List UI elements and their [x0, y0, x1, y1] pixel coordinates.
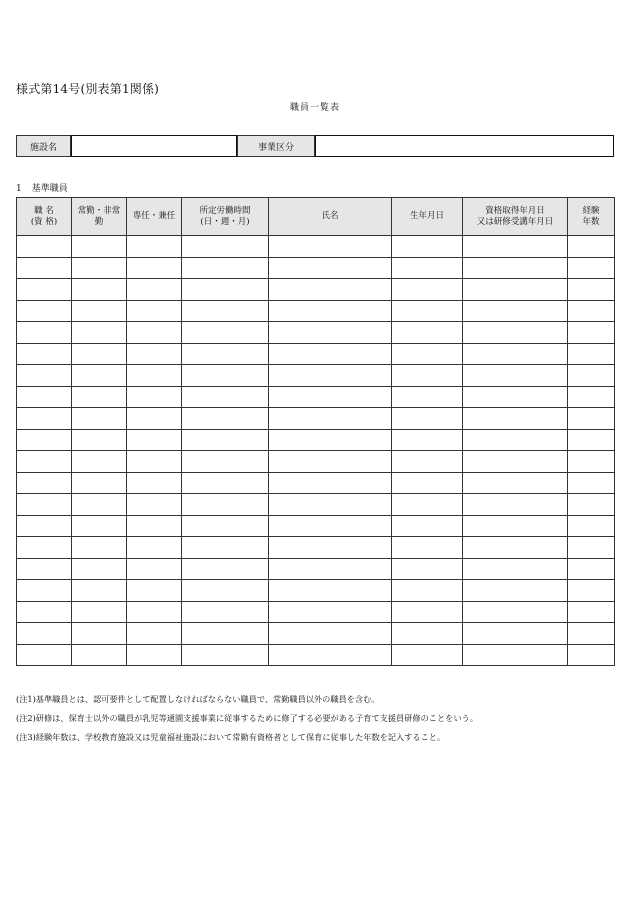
table-row: [17, 236, 615, 258]
employment-type-cell[interactable]: [72, 451, 127, 473]
name-cell[interactable]: [269, 515, 392, 537]
assignment-type-cell[interactable]: [127, 515, 182, 537]
note-2: (注2)研修は、保育士以外の職員が乳児等通園支援事業に従事するために修了する必要がある子育て支援員研修のことをいう。: [16, 713, 478, 723]
years-experience-cell[interactable]: [568, 537, 615, 559]
employment-type-cell[interactable]: [72, 580, 127, 602]
working-hours-cell[interactable]: [182, 494, 269, 516]
name-cell[interactable]: [269, 580, 392, 602]
employment-type-cell[interactable]: [72, 558, 127, 580]
name-cell[interactable]: [269, 537, 392, 559]
years-experience-cell[interactable]: [568, 515, 615, 537]
birth-date-cell[interactable]: [392, 494, 463, 516]
years-experience-cell[interactable]: [568, 580, 615, 602]
years-experience-cell[interactable]: [568, 472, 615, 494]
name-cell[interactable]: [269, 322, 392, 344]
table-row: [17, 537, 615, 559]
document-title: 職員一覧表: [289, 103, 340, 113]
qualification-date-cell[interactable]: [463, 580, 568, 602]
working-hours-cell[interactable]: [182, 365, 269, 387]
qualification-date-cell[interactable]: [463, 558, 568, 580]
business-category-field[interactable]: [315, 135, 614, 157]
working-hours-cell[interactable]: [182, 343, 269, 365]
years-experience-cell[interactable]: [568, 365, 615, 387]
assignment-type-cell[interactable]: [127, 279, 182, 301]
job-title-cell[interactable]: [17, 644, 72, 666]
table-row: [17, 408, 615, 430]
table-row: [17, 429, 615, 451]
working-hours-cell[interactable]: [182, 279, 269, 301]
qualification-date-cell[interactable]: [463, 322, 568, 344]
job-title-cell[interactable]: [17, 257, 72, 279]
employment-type-cell[interactable]: [72, 623, 127, 645]
note-3: (注3)経験年数は、学校教育施設又は児童福祉施設において常勤有資格者として保育に従事した年数を記入すること。: [16, 732, 446, 742]
birth-date-cell[interactable]: [392, 623, 463, 645]
job-title-cell[interactable]: [17, 537, 72, 559]
qualification-date-cell[interactable]: [463, 515, 568, 537]
assignment-type-cell[interactable]: [127, 365, 182, 387]
years-experience-cell[interactable]: [568, 494, 615, 516]
employment-type-cell[interactable]: [72, 644, 127, 666]
employment-type-cell[interactable]: [72, 494, 127, 516]
assignment-type-cell[interactable]: [127, 451, 182, 473]
working-hours-cell[interactable]: [182, 515, 269, 537]
table-row: [17, 365, 615, 387]
working-hours-cell[interactable]: [182, 322, 269, 344]
birth-date-cell[interactable]: [392, 558, 463, 580]
employment-type-cell[interactable]: [72, 300, 127, 322]
assignment-type-cell[interactable]: [127, 623, 182, 645]
column-header-name: 氏名: [269, 198, 392, 236]
name-cell[interactable]: [269, 236, 392, 258]
assignment-type-cell[interactable]: [127, 472, 182, 494]
working-hours-cell[interactable]: [182, 558, 269, 580]
years-experience-cell[interactable]: [568, 236, 615, 258]
name-cell[interactable]: [269, 451, 392, 473]
column-header-years-experience: 経験 年数: [568, 198, 615, 236]
working-hours-cell[interactable]: [182, 236, 269, 258]
table-row: [17, 472, 615, 494]
years-experience-cell[interactable]: [568, 623, 615, 645]
table-row: [17, 601, 615, 623]
column-header-employment-type: 常勤・非常 勤: [72, 198, 127, 236]
years-experience-cell[interactable]: [568, 644, 615, 666]
working-hours-cell[interactable]: [182, 537, 269, 559]
birth-date-cell[interactable]: [392, 644, 463, 666]
years-experience-cell[interactable]: [568, 300, 615, 322]
birth-date-cell[interactable]: [392, 322, 463, 344]
facility-name-field[interactable]: [71, 135, 237, 157]
job-title-cell[interactable]: [17, 601, 72, 623]
qualification-date-cell[interactable]: [463, 644, 568, 666]
assignment-type-cell[interactable]: [127, 386, 182, 408]
birth-date-cell[interactable]: [392, 472, 463, 494]
employment-type-cell[interactable]: [72, 515, 127, 537]
table-row: [17, 494, 615, 516]
qualification-date-cell[interactable]: [463, 494, 568, 516]
table-row: [17, 386, 615, 408]
years-experience-cell[interactable]: [568, 429, 615, 451]
table-row: [17, 322, 615, 344]
job-title-cell[interactable]: [17, 494, 72, 516]
birth-date-cell[interactable]: [392, 236, 463, 258]
assignment-type-cell[interactable]: [127, 257, 182, 279]
birth-date-cell[interactable]: [392, 429, 463, 451]
birth-date-cell[interactable]: [392, 386, 463, 408]
qualification-date-cell[interactable]: [463, 451, 568, 473]
form-number: 様式第14号(別表第1関係): [16, 82, 160, 96]
employment-type-cell[interactable]: [72, 537, 127, 559]
working-hours-cell[interactable]: [182, 472, 269, 494]
birth-date-cell[interactable]: [392, 300, 463, 322]
job-title-cell[interactable]: [17, 386, 72, 408]
working-hours-cell[interactable]: [182, 386, 269, 408]
years-experience-cell[interactable]: [568, 601, 615, 623]
qualification-date-cell[interactable]: [463, 236, 568, 258]
assignment-type-cell[interactable]: [127, 558, 182, 580]
name-cell[interactable]: [269, 623, 392, 645]
assignment-type-cell[interactable]: [127, 580, 182, 602]
birth-date-cell[interactable]: [392, 365, 463, 387]
table-row: [17, 644, 615, 666]
qualification-date-cell[interactable]: [463, 257, 568, 279]
column-header-job-title: 職 名 (資 格): [17, 198, 72, 236]
qualification-date-cell[interactable]: [463, 429, 568, 451]
qualification-date-cell[interactable]: [463, 279, 568, 301]
name-cell[interactable]: [269, 386, 392, 408]
table-row: [17, 623, 615, 645]
name-cell[interactable]: [269, 257, 392, 279]
assignment-type-cell[interactable]: [127, 537, 182, 559]
job-title-cell[interactable]: [17, 451, 72, 473]
qualification-date-cell[interactable]: [463, 623, 568, 645]
job-title-cell[interactable]: [17, 623, 72, 645]
birth-date-cell[interactable]: [392, 279, 463, 301]
job-title-cell[interactable]: [17, 429, 72, 451]
column-header-birth-date: 生年月日: [392, 198, 463, 236]
assignment-type-cell[interactable]: [127, 300, 182, 322]
years-experience-cell[interactable]: [568, 386, 615, 408]
table-header-row: [17, 198, 615, 236]
job-title-cell[interactable]: [17, 515, 72, 537]
job-title-cell[interactable]: [17, 408, 72, 430]
column-header-qualification-date: 資格取得年月日 又は研修受講年月日: [463, 198, 568, 236]
employment-type-cell[interactable]: [72, 236, 127, 258]
assignment-type-cell[interactable]: [127, 236, 182, 258]
years-experience-cell[interactable]: [568, 279, 615, 301]
assignment-type-cell[interactable]: [127, 343, 182, 365]
table-body: [17, 236, 615, 666]
working-hours-cell[interactable]: [182, 623, 269, 645]
assignment-type-cell[interactable]: [127, 494, 182, 516]
job-title-cell[interactable]: [17, 300, 72, 322]
job-title-cell[interactable]: [17, 279, 72, 301]
employment-type-cell[interactable]: [72, 601, 127, 623]
working-hours-cell[interactable]: [182, 580, 269, 602]
notes: [16, 690, 626, 747]
business-category-label: 事業区分: [237, 135, 315, 157]
table-row: [17, 257, 615, 279]
job-title-cell[interactable]: [17, 236, 72, 258]
working-hours-cell[interactable]: [182, 408, 269, 430]
working-hours-cell[interactable]: [182, 300, 269, 322]
years-experience-cell[interactable]: [568, 322, 615, 344]
employment-type-cell[interactable]: [72, 408, 127, 430]
years-experience-cell[interactable]: [568, 257, 615, 279]
qualification-date-cell[interactable]: [463, 386, 568, 408]
column-header-assignment-type: 専任・兼任: [127, 198, 182, 236]
table-row: [17, 580, 615, 602]
table-row: [17, 343, 615, 365]
job-title-cell[interactable]: [17, 365, 72, 387]
section-number: 1: [16, 184, 22, 194]
section-heading: [16, 181, 68, 194]
qualification-date-cell[interactable]: [463, 365, 568, 387]
assignment-type-cell[interactable]: [127, 644, 182, 666]
job-title-cell[interactable]: [17, 472, 72, 494]
working-hours-cell[interactable]: [182, 257, 269, 279]
name-cell[interactable]: [269, 279, 392, 301]
facility-header-row: [16, 135, 614, 157]
name-cell[interactable]: [269, 644, 392, 666]
years-experience-cell[interactable]: [568, 451, 615, 473]
years-experience-cell[interactable]: [568, 343, 615, 365]
employment-type-cell[interactable]: [72, 279, 127, 301]
column-header-working-hours: 所定労働時間 (日・週・月): [182, 198, 269, 236]
employment-type-cell[interactable]: [72, 257, 127, 279]
table-row: [17, 451, 615, 473]
birth-date-cell[interactable]: [392, 601, 463, 623]
qualification-date-cell[interactable]: [463, 300, 568, 322]
working-hours-cell[interactable]: [182, 451, 269, 473]
qualification-date-cell[interactable]: [463, 408, 568, 430]
employment-type-cell[interactable]: [72, 429, 127, 451]
years-experience-cell[interactable]: [568, 558, 615, 580]
birth-date-cell[interactable]: [392, 515, 463, 537]
employment-type-cell[interactable]: [72, 472, 127, 494]
note-1: (注1)基準職員とは、認可要件として配置しなければならない職員で、常勤職員以外の職員を含む。: [16, 694, 380, 704]
name-cell[interactable]: [269, 365, 392, 387]
facility-name-label: 施設名: [16, 135, 71, 157]
table-row: [17, 300, 615, 322]
job-title-cell[interactable]: [17, 580, 72, 602]
assignment-type-cell[interactable]: [127, 429, 182, 451]
employment-type-cell[interactable]: [72, 322, 127, 344]
name-cell[interactable]: [269, 494, 392, 516]
table-row: [17, 515, 615, 537]
qualification-date-cell[interactable]: [463, 472, 568, 494]
name-cell[interactable]: [269, 408, 392, 430]
qualification-date-cell[interactable]: [463, 537, 568, 559]
working-hours-cell[interactable]: [182, 601, 269, 623]
assignment-type-cell[interactable]: [127, 408, 182, 430]
employment-type-cell[interactable]: [72, 343, 127, 365]
name-cell[interactable]: [269, 300, 392, 322]
job-title-cell[interactable]: [17, 322, 72, 344]
employment-type-cell[interactable]: [72, 365, 127, 387]
birth-date-cell[interactable]: [392, 343, 463, 365]
working-hours-cell[interactable]: [182, 644, 269, 666]
assignment-type-cell[interactable]: [127, 322, 182, 344]
assignment-type-cell[interactable]: [127, 601, 182, 623]
name-cell[interactable]: [269, 343, 392, 365]
name-cell[interactable]: [269, 472, 392, 494]
table-row: [17, 279, 615, 301]
working-hours-cell[interactable]: [182, 429, 269, 451]
birth-date-cell[interactable]: [392, 451, 463, 473]
section-title: 基準職員: [31, 184, 68, 194]
years-experience-cell[interactable]: [568, 408, 615, 430]
job-title-cell[interactable]: [17, 558, 72, 580]
name-cell[interactable]: [269, 429, 392, 451]
qualification-date-cell[interactable]: [463, 343, 568, 365]
name-cell[interactable]: [269, 601, 392, 623]
qualification-date-cell[interactable]: [463, 601, 568, 623]
birth-date-cell[interactable]: [392, 257, 463, 279]
birth-date-cell[interactable]: [392, 408, 463, 430]
staff-table: [16, 197, 615, 666]
table-row: [17, 558, 615, 580]
name-cell[interactable]: [269, 558, 392, 580]
birth-date-cell[interactable]: [392, 580, 463, 602]
job-title-cell[interactable]: [17, 343, 72, 365]
employment-type-cell[interactable]: [72, 386, 127, 408]
birth-date-cell[interactable]: [392, 537, 463, 559]
